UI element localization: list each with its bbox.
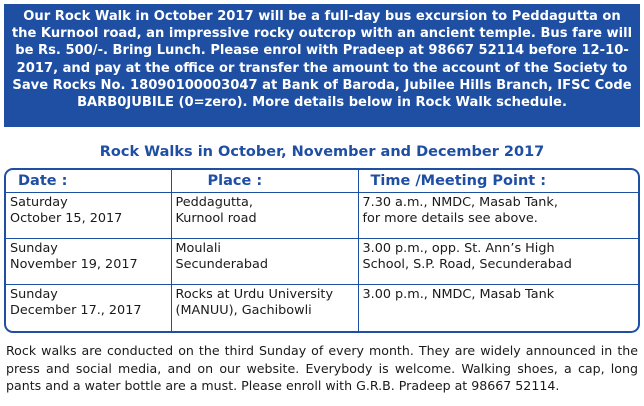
table-row: [6, 239, 638, 285]
table-header-row: [6, 170, 638, 193]
place-line-1: Moulali: [175, 241, 221, 256]
time-cell: [358, 239, 638, 285]
place-column-header: Place :: [171, 170, 358, 193]
time-line-1: 3.00 p.m., opp. St. Ann’s High: [362, 241, 555, 256]
time-line-1: 3.00 p.m., NMDC, Masab Tank: [362, 287, 555, 302]
place-line-1: Rocks at Urdu University: [175, 287, 334, 302]
place-cell: [171, 239, 358, 285]
date-cell: [6, 193, 171, 239]
place-line-2: (MANUU), Gachibowli: [175, 302, 312, 318]
schedule-table-container: [4, 168, 640, 333]
footer-paragraph: [6, 342, 638, 395]
place-line-2: Secunderabad: [175, 256, 268, 272]
schedule-table: [6, 170, 638, 331]
date-cell: [6, 239, 171, 285]
place-line-2: Kurnool road: [175, 210, 257, 226]
date-column-header: Date :: [6, 170, 171, 193]
date-text: December 17., 2017: [10, 302, 142, 318]
place-cell: [171, 285, 358, 331]
time-line-2: School, S.P. Road, Secunderabad: [362, 256, 572, 272]
announcement-text: Our Rock Walk in October 2017 will be a full-day bus excursion to Peddagutta on the Kurnool road, an impressive rocky outcrop with an ancient temple. Bus fare will be Rs. 500/-. Bring Lunch. Please enrol with Pradeep at 98667 52114 before 12-10-2017, and pay at the office or transfer the amount to the account of the Society to Save Rocks No. 18090100003047 at Bank of Baroda, Jubilee Hills Branch, IFSC Code BARB0JUBILE (0=zero). More details below in Rock Walk schedule.: [11, 9, 633, 111]
day-text: Sunday: [10, 241, 58, 256]
time-line-2: for more details see above.: [362, 210, 538, 226]
table-row: [6, 193, 638, 239]
time-column-header: Time /Meeting Point :: [358, 170, 638, 193]
table-row: [6, 285, 638, 331]
time-line-1: 7.30 a.m., NMDC, Masab Tank,: [362, 195, 558, 210]
date-text: October 15, 2017: [10, 210, 123, 226]
schedule-title: Rock Walks in October, November and December 2017: [99, 144, 545, 160]
time-cell: [358, 285, 638, 331]
announcement-banner: [4, 4, 640, 127]
place-cell: [171, 193, 358, 239]
date-text: November 19, 2017: [10, 256, 138, 272]
day-text: Saturday: [10, 195, 68, 210]
date-cell: [6, 285, 171, 331]
day-text: Sunday: [10, 287, 58, 302]
place-line-1: Peddagutta,: [175, 195, 253, 210]
footer-text: Rock walks are conducted on the third Sunday of every month. They are widely announced in the press and social media, and on our website. Everybody is welcome. Walking shoes, a cap, long pants and a water bottle are a must. Please enroll with G.R.B. Pradeep at 98667 52114.: [6, 343, 638, 393]
time-cell: [358, 193, 638, 239]
